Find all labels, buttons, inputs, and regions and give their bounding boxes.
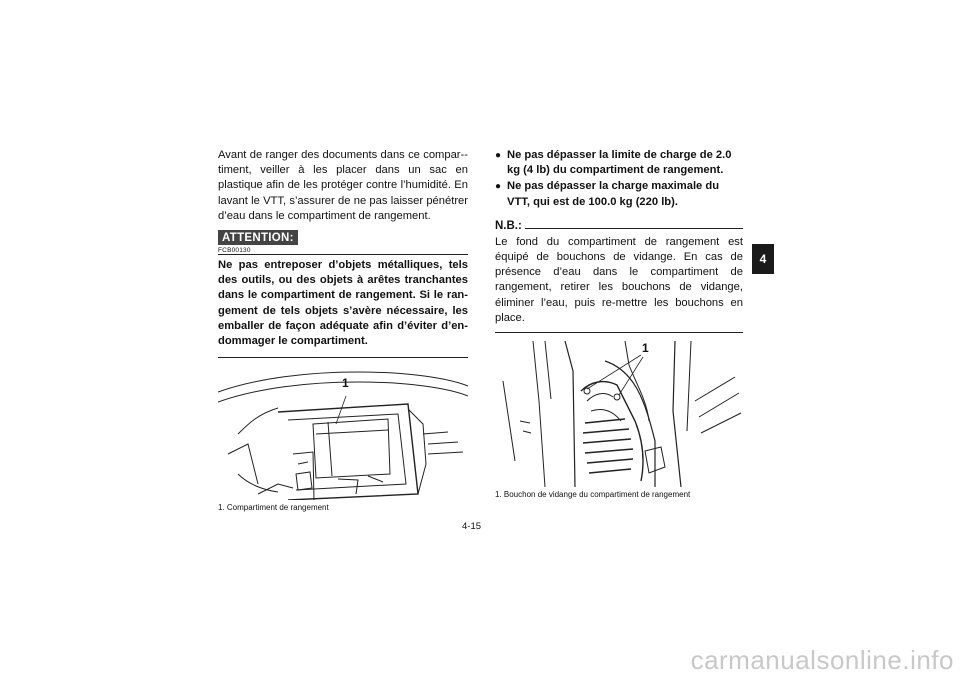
attention-block (218, 228, 468, 358)
attention-text: Ne pas entreposer d’objets métalliques, tels des outils, ou des objets à arêtes tranchantes dans le compartiment de rangement. Si le ran-gement de tels objets s’avère nécessaire, les emballer de façon adéquate afin d’éviter d’en-dommager le compartiment. (218, 259, 468, 348)
storage-compartment-figure (218, 364, 468, 500)
note-label: N.B.: (495, 219, 522, 232)
drain-plug-figure (495, 341, 743, 487)
right-column (495, 148, 743, 499)
watermark: carmanualsonline.info (690, 645, 954, 675)
note-bottom-rule (495, 332, 743, 333)
list-item: ● Ne pas dépasser la charge maximale du VTT, qui est de 100.0 kg (220 lb). (495, 180, 720, 208)
note-top-rule (525, 228, 743, 229)
figure-caption-right: 1. Bouchon de vidange du compartiment de rangement (495, 490, 691, 500)
left-column (218, 148, 468, 512)
bullet-icon: ● (495, 150, 502, 161)
figure-callout-1: 1 (342, 376, 349, 391)
bullet-icon: ● (495, 181, 502, 193)
list-item: ● Ne pas dépasser la limite de charge de 2.0 kg (4 lb) du compartiment de rangement. (495, 149, 732, 177)
note-text: Le fond du compartiment de rangement est équipé de bouchons de vidange. En cas de présence d’eau dans le compartiment de rangement, retirer les bouchons de vidange, éliminer l’eau, puis re-mettre les bouchons en place. (495, 235, 743, 324)
drain-plug-illustration (495, 341, 743, 487)
attention-code: FCB00130 (218, 247, 251, 255)
page-number: 4-15 (462, 521, 482, 532)
note-heading (495, 220, 743, 232)
figure-callout-1-right: 1 (642, 341, 649, 356)
chapter-tab: 4 (752, 244, 774, 274)
load-limit-list (495, 148, 743, 210)
attention-bottom-rule (218, 357, 468, 358)
figure-caption-left: 1. Compartiment de rangement (218, 503, 329, 513)
attention-label: ATTENTION: (218, 230, 298, 245)
intro-paragraph: Avant de ranger des documents dans ce compar-timent, veiller à les placer dans un sac en plastique afin de les protéger contre l’humidité. En lavant le VTT, s’assurer de ne pas laisser pénétrer d’eau dans le compartiment de rangement. (218, 149, 468, 222)
